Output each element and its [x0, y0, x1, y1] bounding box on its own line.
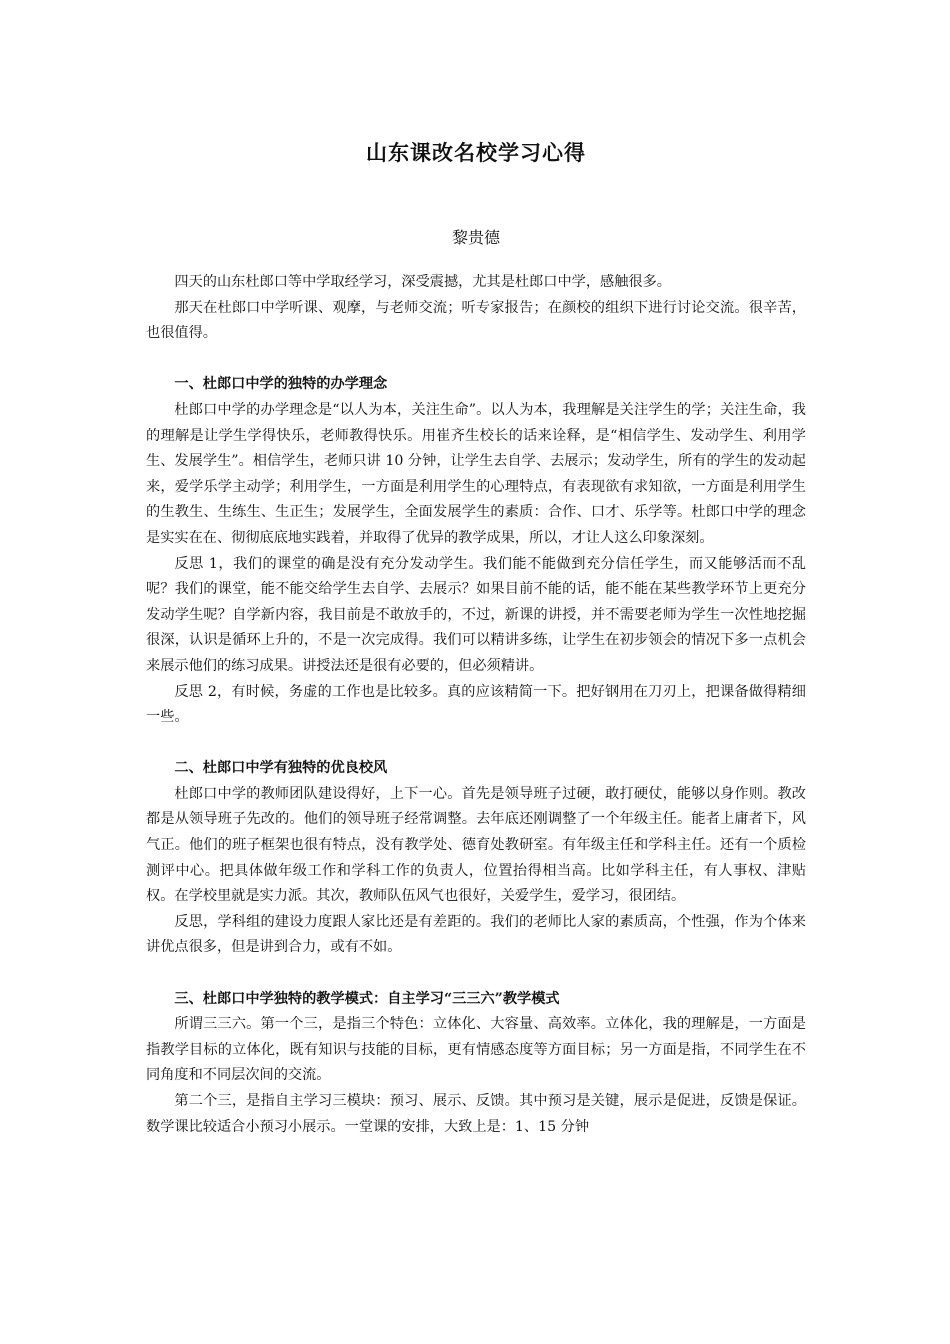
spacer: [146, 961, 806, 987]
document-title: 山东课改名校学习心得: [366, 140, 586, 165]
section-paragraph: 反思 1，我们的课堂的确是没有充分发动学生。我们能不能做到充分信任学生，而又能够活而不乱呢？我们的课堂，能不能交给学生去自学、去展示？如果目前不能的话，能不能在某些教学环节上更充分发动学生呢？自学新内容，我目前是不敢放手的，不过，新课的讲授，并不需要老师为学生一次性地挖掘很深，认识是循环上升的，不是一次完成得。我们可以精讲多练，让学生在初步领会的情况下多一点机会来展示他们的练习成果。讲授法还是很有必要的，但必须精讲。: [146, 555, 806, 674]
section-paragraph: 杜郎口中学的办学理念是“以人为本，关注生命”。以人为本，我理解是关注学生的学；关注生命，我的理解是让学生学得快乐，老师教得快乐。用崔齐生校长的话来诠释，是“相信学生、发动学生、利用学生、发展学生”。相信学生，老师只讲 10 分钟，让学生去自学、去展示；发动学生，所有的学生的发动起来，爱学乐学主动学；利用学生，一方面是利用学生的心理特点，有表现欲有求知欲，一方面是利用学生的生教生、生练生、生正生；发展学生，全面发展学生的素质：合作、口才、乐学等。杜郎口中学的理念是实实在在、彻彻底底地实践着，并取得了优异的教学成果，所以，才让人这么印象深刻。: [146, 401, 806, 546]
section-heading: 三、杜郎口中学独特的教学模式：自主学习“三三六”教学模式: [174, 990, 560, 1007]
intro-paragraph: 那天在杜郎口中学听课、观摩，与老师交流；听专家报告；在颜校的组织下进行讨论交流。很辛苦，也很值得。: [146, 299, 806, 342]
document-body: [146, 270, 806, 1140]
author-name: 黎贵德: [451, 228, 500, 247]
section-paragraph: 杜郎口中学的教师团队建设得好，上下一心。首先是领导班子过硬，敢打硬仗，能够以身作则。教改都是从领导班子先改的。他们的领导班子经常调整。去年底还刚调整了一个年级主任。能者上庸者下，风气正。他们的班子框架也很有特点，没有教学处、德育处教研室。有年级主任和学科主任。还有一个质检测评中心。把具体做年级工作和学科工作的负责人，位置抬得相当高。比如学科主任，有人事权、津贴权。在学校里就是实力派。其次，教师队伍风气也很好，关爱学生，爱学习，很团结。: [146, 785, 806, 905]
spacer: [146, 347, 806, 373]
section-paragraph: 反思，学科组的建设力度跟人家比还是有差距的。我们的老师比人家的素质高，个性强，作为个体来讲优点很多，但是讲到合力，或有不如。: [146, 913, 806, 956]
section-paragraph: 第二个三，是指自主学习三模块：预习、展示、反馈。其中预习是关键，展示是促进，反馈是保证。数学课比较适合小预习小展示。一堂课的安排，大致上是：1、15 分钟: [146, 1093, 806, 1135]
section-paragraph: 所谓三三六。第一个三，是指三个特色：立体化、大容量、高效率。立体化，我的理解是，一方面是指教学目标的立体化，既有知识与技能的目标，更有情感态度等方面目标；另一方面是指，不同学生在不同角度和不同层次间的交流。: [146, 1016, 806, 1084]
spacer: [146, 731, 806, 757]
section-heading: 二、杜郎口中学有独特的优良校风: [174, 760, 388, 777]
section-heading: 一、杜郎口中学的独特的办学理念: [174, 376, 388, 393]
section-paragraph: 反思 2，有时候，务虚的工作也是比较多。真的应该精简一下。把好钢用在刀刃上，把课备做得精细一些。: [146, 683, 806, 726]
intro-paragraph: 四天的山东杜郎口等中学取经学习，深受震撼，尤其是杜郎口中学，感触很多。: [174, 274, 671, 290]
